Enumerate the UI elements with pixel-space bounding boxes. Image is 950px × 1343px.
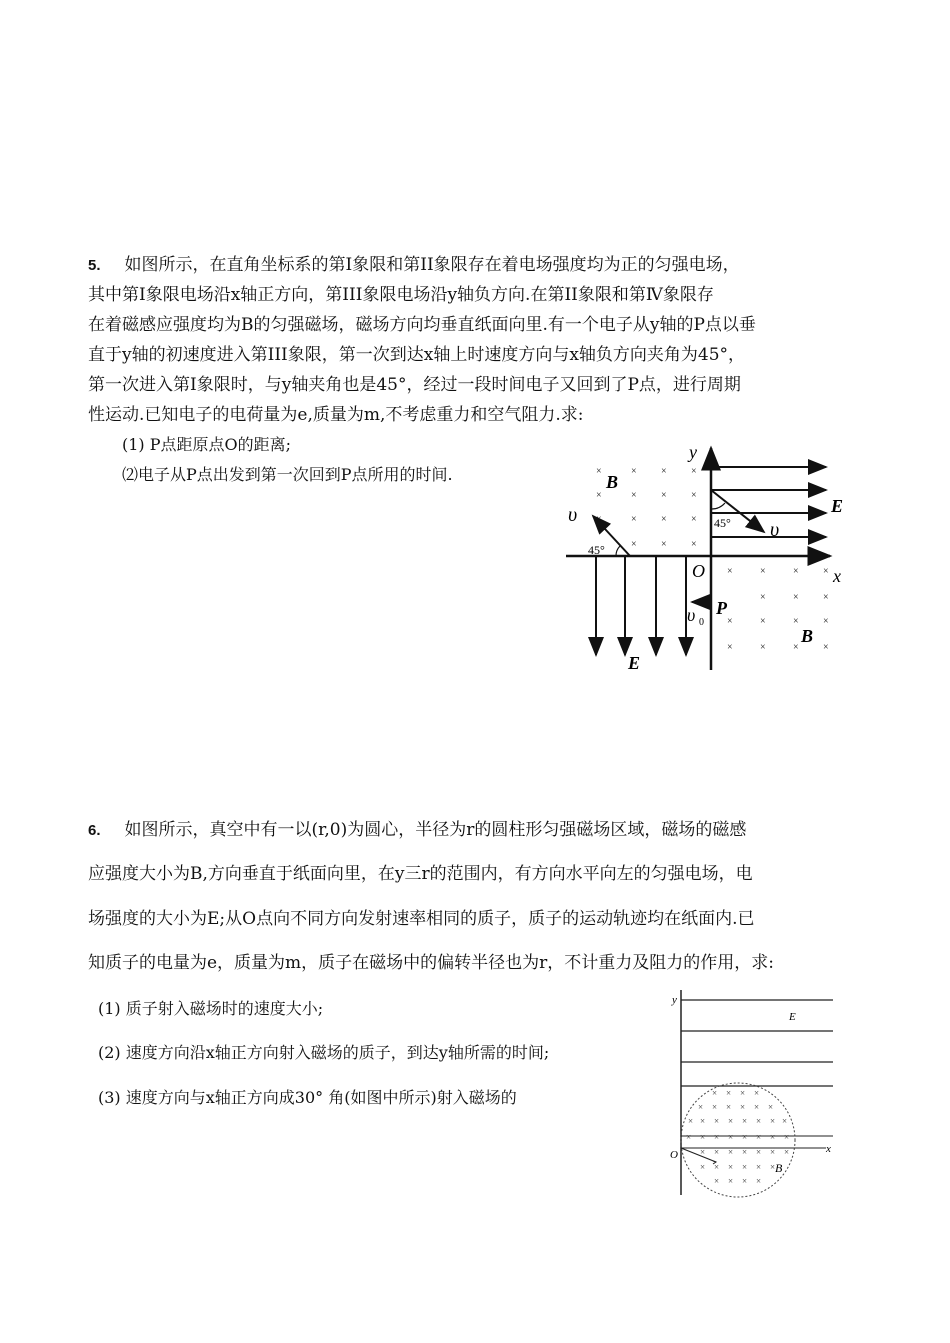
svg-text:×: × <box>700 1132 706 1142</box>
svg-text:×: × <box>768 1102 774 1112</box>
svg-text:×: × <box>782 1116 788 1126</box>
problem6-question-1: (1) 质子射入磁场时的速度大小; <box>98 999 324 1018</box>
problem5-question-1: (1) P点距原点O的距离; <box>122 435 292 454</box>
svg-text:×: × <box>754 1102 760 1112</box>
svg-text:×: × <box>727 616 733 627</box>
p6-velocity-line <box>681 1148 716 1162</box>
svg-text:×: × <box>784 1132 790 1142</box>
svg-text:×: × <box>728 1116 734 1126</box>
problem5-number: 5. <box>88 257 101 274</box>
svg-text:×: × <box>760 642 766 653</box>
p6-b-field <box>686 1088 789 1186</box>
svg-text:×: × <box>700 1116 706 1126</box>
p6-origin-label: O <box>670 1149 678 1161</box>
svg-text:×: × <box>691 539 697 550</box>
p6-b-label: B <box>775 1161 783 1175</box>
svg-text:×: × <box>756 1147 762 1157</box>
p5-v0-subscript: 0 <box>699 617 704 628</box>
svg-text:×: × <box>596 466 602 477</box>
svg-text:×: × <box>714 1132 720 1142</box>
svg-text:×: × <box>823 642 829 653</box>
problem5-line-5: 第一次进入第Ⅰ象限时，与y轴夹角也是45°，经过一段时间电子又回到了P点，进行周期 <box>88 375 741 395</box>
svg-text:×: × <box>714 1116 720 1126</box>
svg-text:×: × <box>784 1147 790 1157</box>
svg-text:×: × <box>698 1102 704 1112</box>
svg-text:×: × <box>770 1147 776 1157</box>
p5-y-label: y <box>689 442 697 462</box>
svg-text:×: × <box>631 539 637 550</box>
problem5-line-6: 性运动.已知电子的电荷量为e,质量为m,不考虑重力和空气阻力.求: <box>88 405 584 425</box>
svg-text:×: × <box>770 1162 776 1172</box>
p5-v0-label: υ <box>687 605 696 625</box>
svg-text:×: × <box>823 592 829 603</box>
svg-text:×: × <box>760 566 766 577</box>
svg-text:×: × <box>727 642 733 653</box>
svg-text:×: × <box>691 490 697 501</box>
problem5-question-2: ⑵电子从P点出发到第一次回到P点所用的时间. <box>122 465 453 484</box>
p5-b-label: B <box>801 626 814 646</box>
problem5-line-4: 直于y轴的初速度进入第III象限，第一次到达x轴上时速度方向与x轴负方向夹角为45°， <box>88 345 746 365</box>
svg-text:×: × <box>742 1116 748 1126</box>
svg-text:×: × <box>712 1088 718 1098</box>
svg-text:×: × <box>770 1116 776 1126</box>
svg-text:×: × <box>756 1116 762 1126</box>
svg-text:×: × <box>700 1162 706 1172</box>
p6-x-label: x <box>826 1143 831 1155</box>
problem6-number: 6. <box>88 822 101 839</box>
problem6-question-2: (2) 速度方向沿x轴正方向射入磁场的质子，到达y轴所需的时间; <box>98 1043 550 1062</box>
problem6-line-3: 场强度的大小为E;从O点向不同方向发射速率相同的质子，质子的运动轨迹均在纸面内.已 <box>88 909 755 929</box>
problem6-line-2: 应强度大小为B,方向垂直于纸面向里，在y三r的范围内，有方向水平向左的匀强电场，电 <box>88 864 753 884</box>
problem6-question-3: (3) 速度方向与x轴正方向成30° 角(如图中所示)射入磁场的 <box>98 1088 517 1107</box>
svg-text:×: × <box>700 1147 706 1157</box>
svg-text:×: × <box>756 1176 762 1186</box>
svg-text:×: × <box>754 1088 760 1098</box>
svg-text:×: × <box>756 1162 762 1172</box>
svg-text:×: × <box>742 1132 748 1142</box>
svg-text:×: × <box>823 566 829 577</box>
svg-text:×: × <box>740 1102 746 1112</box>
svg-text:×: × <box>691 514 697 525</box>
svg-text:×: × <box>728 1132 734 1142</box>
svg-text:×: × <box>661 514 667 525</box>
svg-text:×: × <box>823 616 829 627</box>
svg-text:×: × <box>714 1162 720 1172</box>
svg-text:×: × <box>742 1147 748 1157</box>
svg-text:×: × <box>760 616 766 627</box>
p5-e-label: E <box>628 653 641 673</box>
svg-text:×: × <box>728 1147 734 1157</box>
svg-text:×: × <box>661 539 667 550</box>
p6-field-circle <box>681 1083 795 1197</box>
svg-text:×: × <box>770 1132 776 1142</box>
svg-text:×: × <box>596 514 602 525</box>
p5-v-label: υ <box>568 504 578 526</box>
svg-text:×: × <box>742 1162 748 1172</box>
p5-p-label: P <box>716 598 727 618</box>
svg-text:×: × <box>793 642 799 653</box>
svg-text:×: × <box>793 616 799 627</box>
p5-x-label: x <box>833 566 841 586</box>
problem6-line-4: 知质子的电量为e，质量为m，质子在磁场中的偏转半径也为r，不计重力及阻力的作用，求: <box>88 953 775 973</box>
svg-text:×: × <box>756 1132 762 1142</box>
svg-text:×: × <box>686 1132 692 1142</box>
problem5-line-3: 在着磁感应强度均为B的匀强磁场，磁场方向均垂直纸面向里.有一个电子从y轴的P点以垂 <box>88 315 756 335</box>
svg-text:×: × <box>661 490 667 501</box>
svg-text:×: × <box>728 1176 734 1186</box>
svg-text:×: × <box>793 566 799 577</box>
problem5-line-2: 其中第Ⅰ象限电场沿x轴正方向，第III象限电场沿y轴负方向.在第II象限和第Ⅳ象限存 <box>88 285 714 305</box>
svg-text:×: × <box>726 1088 732 1098</box>
svg-text:×: × <box>740 1088 746 1098</box>
p5-b-label: B <box>606 472 619 492</box>
svg-text:×: × <box>726 1102 732 1112</box>
svg-text:×: × <box>712 1102 718 1112</box>
p5-angle-label: 45° <box>588 543 605 557</box>
p5-origin-label: O <box>692 561 705 581</box>
svg-text:×: × <box>631 514 637 525</box>
svg-text:×: × <box>714 1176 720 1186</box>
svg-text:×: × <box>661 466 667 477</box>
p5-angle-label: 45° <box>714 516 731 530</box>
p5-e-label: E <box>831 496 844 516</box>
problem6-line-1: 6. 如图所示，真空中有一以(r,0)为圆心，半径为r的圆柱形匀强磁场区域，磁场的磁感 <box>88 820 747 840</box>
p6-y-label: y <box>672 994 677 1006</box>
svg-text:×: × <box>728 1162 734 1172</box>
svg-text:×: × <box>714 1147 720 1157</box>
svg-text:×: × <box>742 1176 748 1186</box>
p5-v-label: υ <box>770 519 780 541</box>
svg-text:×: × <box>596 490 602 501</box>
svg-text:×: × <box>688 1116 694 1126</box>
svg-text:×: × <box>691 466 697 477</box>
problem5-line-1: 5. 如图所示，在直角坐标系的第Ⅰ象限和第II象限存在着电场强度均为正的匀强电场， <box>88 255 740 275</box>
svg-text:×: × <box>631 490 637 501</box>
svg-text:×: × <box>760 592 766 603</box>
svg-text:×: × <box>793 592 799 603</box>
p6-e-label: E <box>789 1011 796 1023</box>
svg-text:×: × <box>727 566 733 577</box>
svg-text:×: × <box>631 466 637 477</box>
